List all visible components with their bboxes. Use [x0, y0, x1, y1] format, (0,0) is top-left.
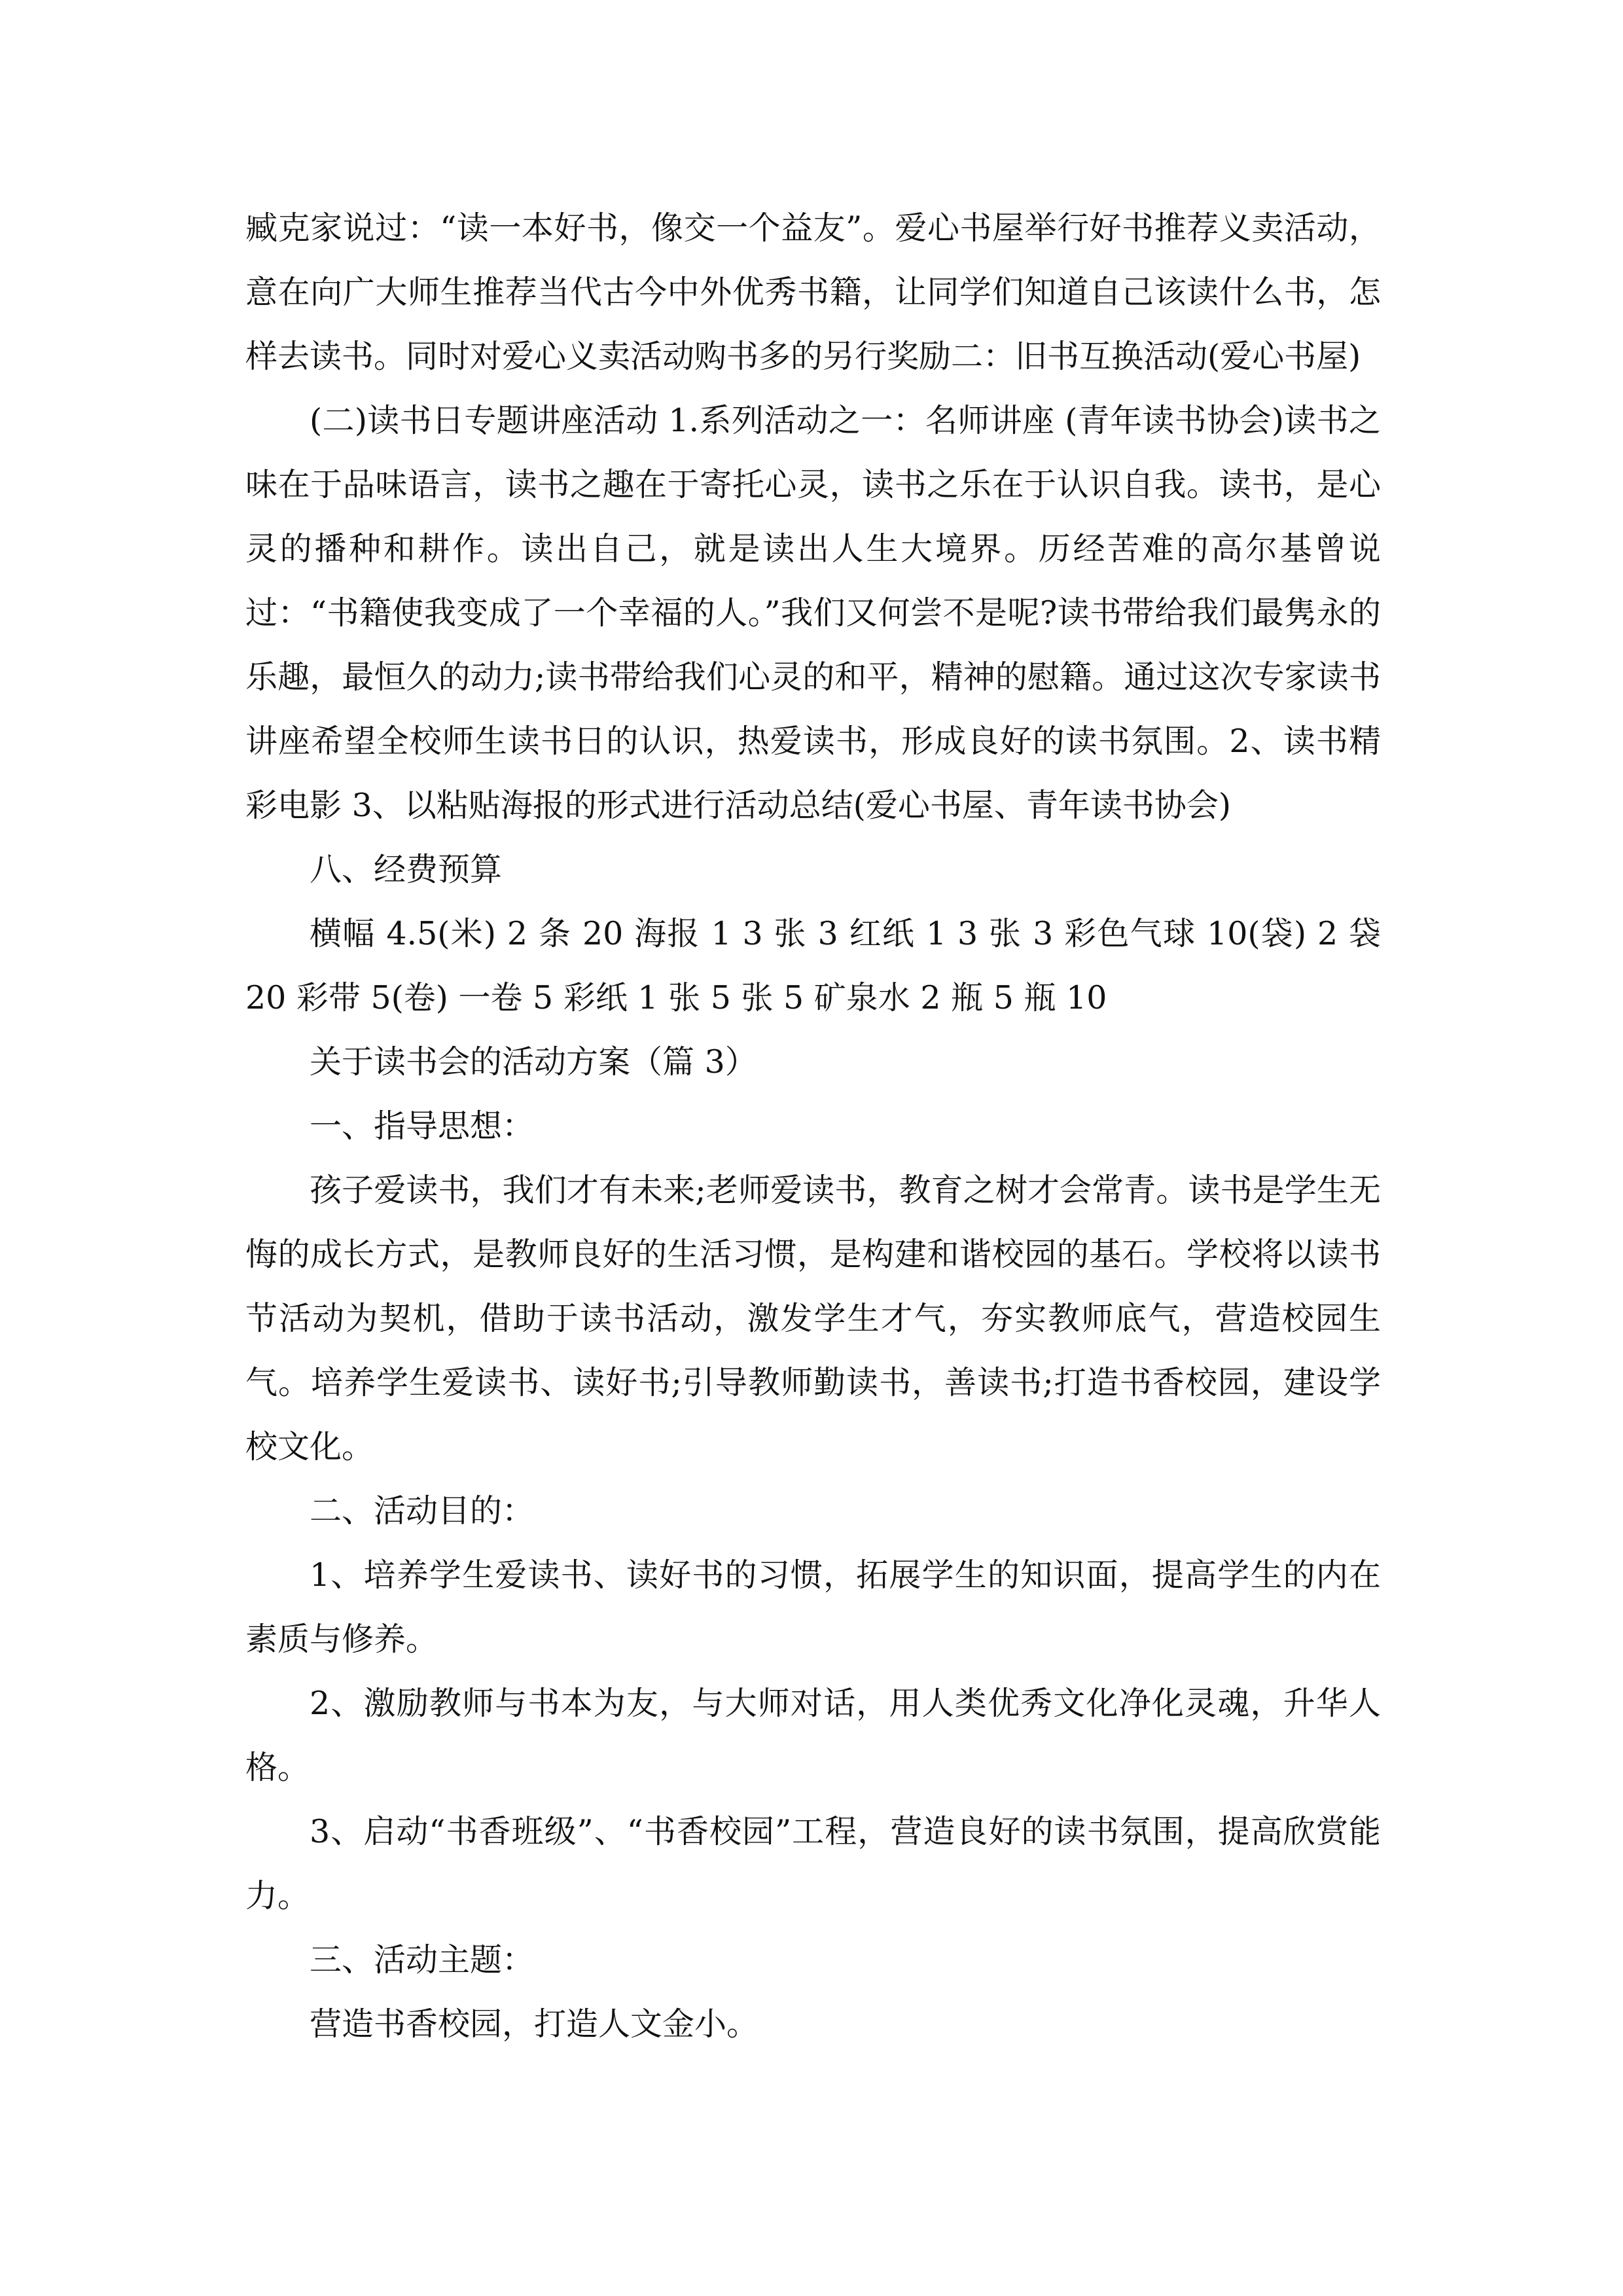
paragraph-book-sale: 臧克家说过：“读一本好书，像交一个益友”。爱心书屋举行好书推荐义卖活动，意在向广大师生推荐当代古今中外优秀书籍，让同学们知道自己该读什么书，怎样去读书。同时对爱心义卖活动购书多的另行奖励二：旧书互换活动(爱心书屋)	[245, 209, 1381, 375]
paragraph-activity-theme: 营造书香校园，打造人文金小。	[310, 2005, 759, 2043]
paragraph-lecture-activity: (二)读书日专题讲座活动 1.系列活动之一：名师讲座 (青年读书协会)读书之味在于品味语言，读书之趣在于寄托心灵，读书之乐在于认识自我。读书，是心灵的播种和耕作。读出自己，就是读出人生大境界。历经苦难的高尔基曾说过：“书籍使我变成了一个幸福的人。”我们又何尝不是呢?读书带给我们最隽永的乐趣，最恒久的动力;读书带给我们心灵的和平，精神的慰籍。通过这次专家读书讲座希望全校师生读书日的认识，热爱读书，形成良好的读书氛围。2、读书精彩电影 3、以粘贴海报的形式进行活动总结(爱心书屋、青年读书协会)	[245, 402, 1381, 824]
list-item-purpose-3: 3、启动“书香班级”、“书香校园”工程，营造良好的读书氛围，提高欣赏能力。	[245, 1813, 1381, 1914]
list-item-purpose-2: 2、激励教师与书本为友，与大师对话，用人类优秀文化净化灵魂，升华人格。	[245, 1685, 1381, 1786]
heading-budget: 八、经费预算	[310, 851, 503, 888]
paragraph-budget-items: 横幅 4.5(米) 2 条 20 海报 1 3 张 3 红纸 1 3 张 3 彩色气球 10(袋) 2 袋 20 彩带 5(卷) 一卷 5 彩纸 1 张 5 张 5 矿泉水 2 瓶 5 瓶 10	[245, 915, 1381, 1016]
heading-plan-3: 关于读书会的活动方案（篇 3）	[310, 1043, 757, 1081]
heading-activity-theme: 三、活动主题：	[310, 1941, 535, 1979]
list-item-purpose-1: 1、培养学生爱读书、读好书的习惯，拓展学生的知识面，提高学生的内在素质与修养。	[245, 1556, 1381, 1658]
heading-activity-purpose: 二、活动目的：	[310, 1492, 535, 1530]
heading-guiding-idea: 一、指导思想：	[310, 1107, 535, 1145]
paragraph-guiding-idea: 孩子爱读书，我们才有未来;老师爱读书，教育之树才会常青。读书是学生无悔的成长方式，是教师良好的生活习惯，是构建和谐校园的基石。学校将以读书节活动为契机，借助于读书活动，激发学生才气，夯实教师底气，营造校园生气。培养学生爱读书、读好书;引导教师勤读书，善读书;打造书香校园，建设学校文化。	[245, 1172, 1381, 1465]
document-page	[245, 196, 1381, 2056]
